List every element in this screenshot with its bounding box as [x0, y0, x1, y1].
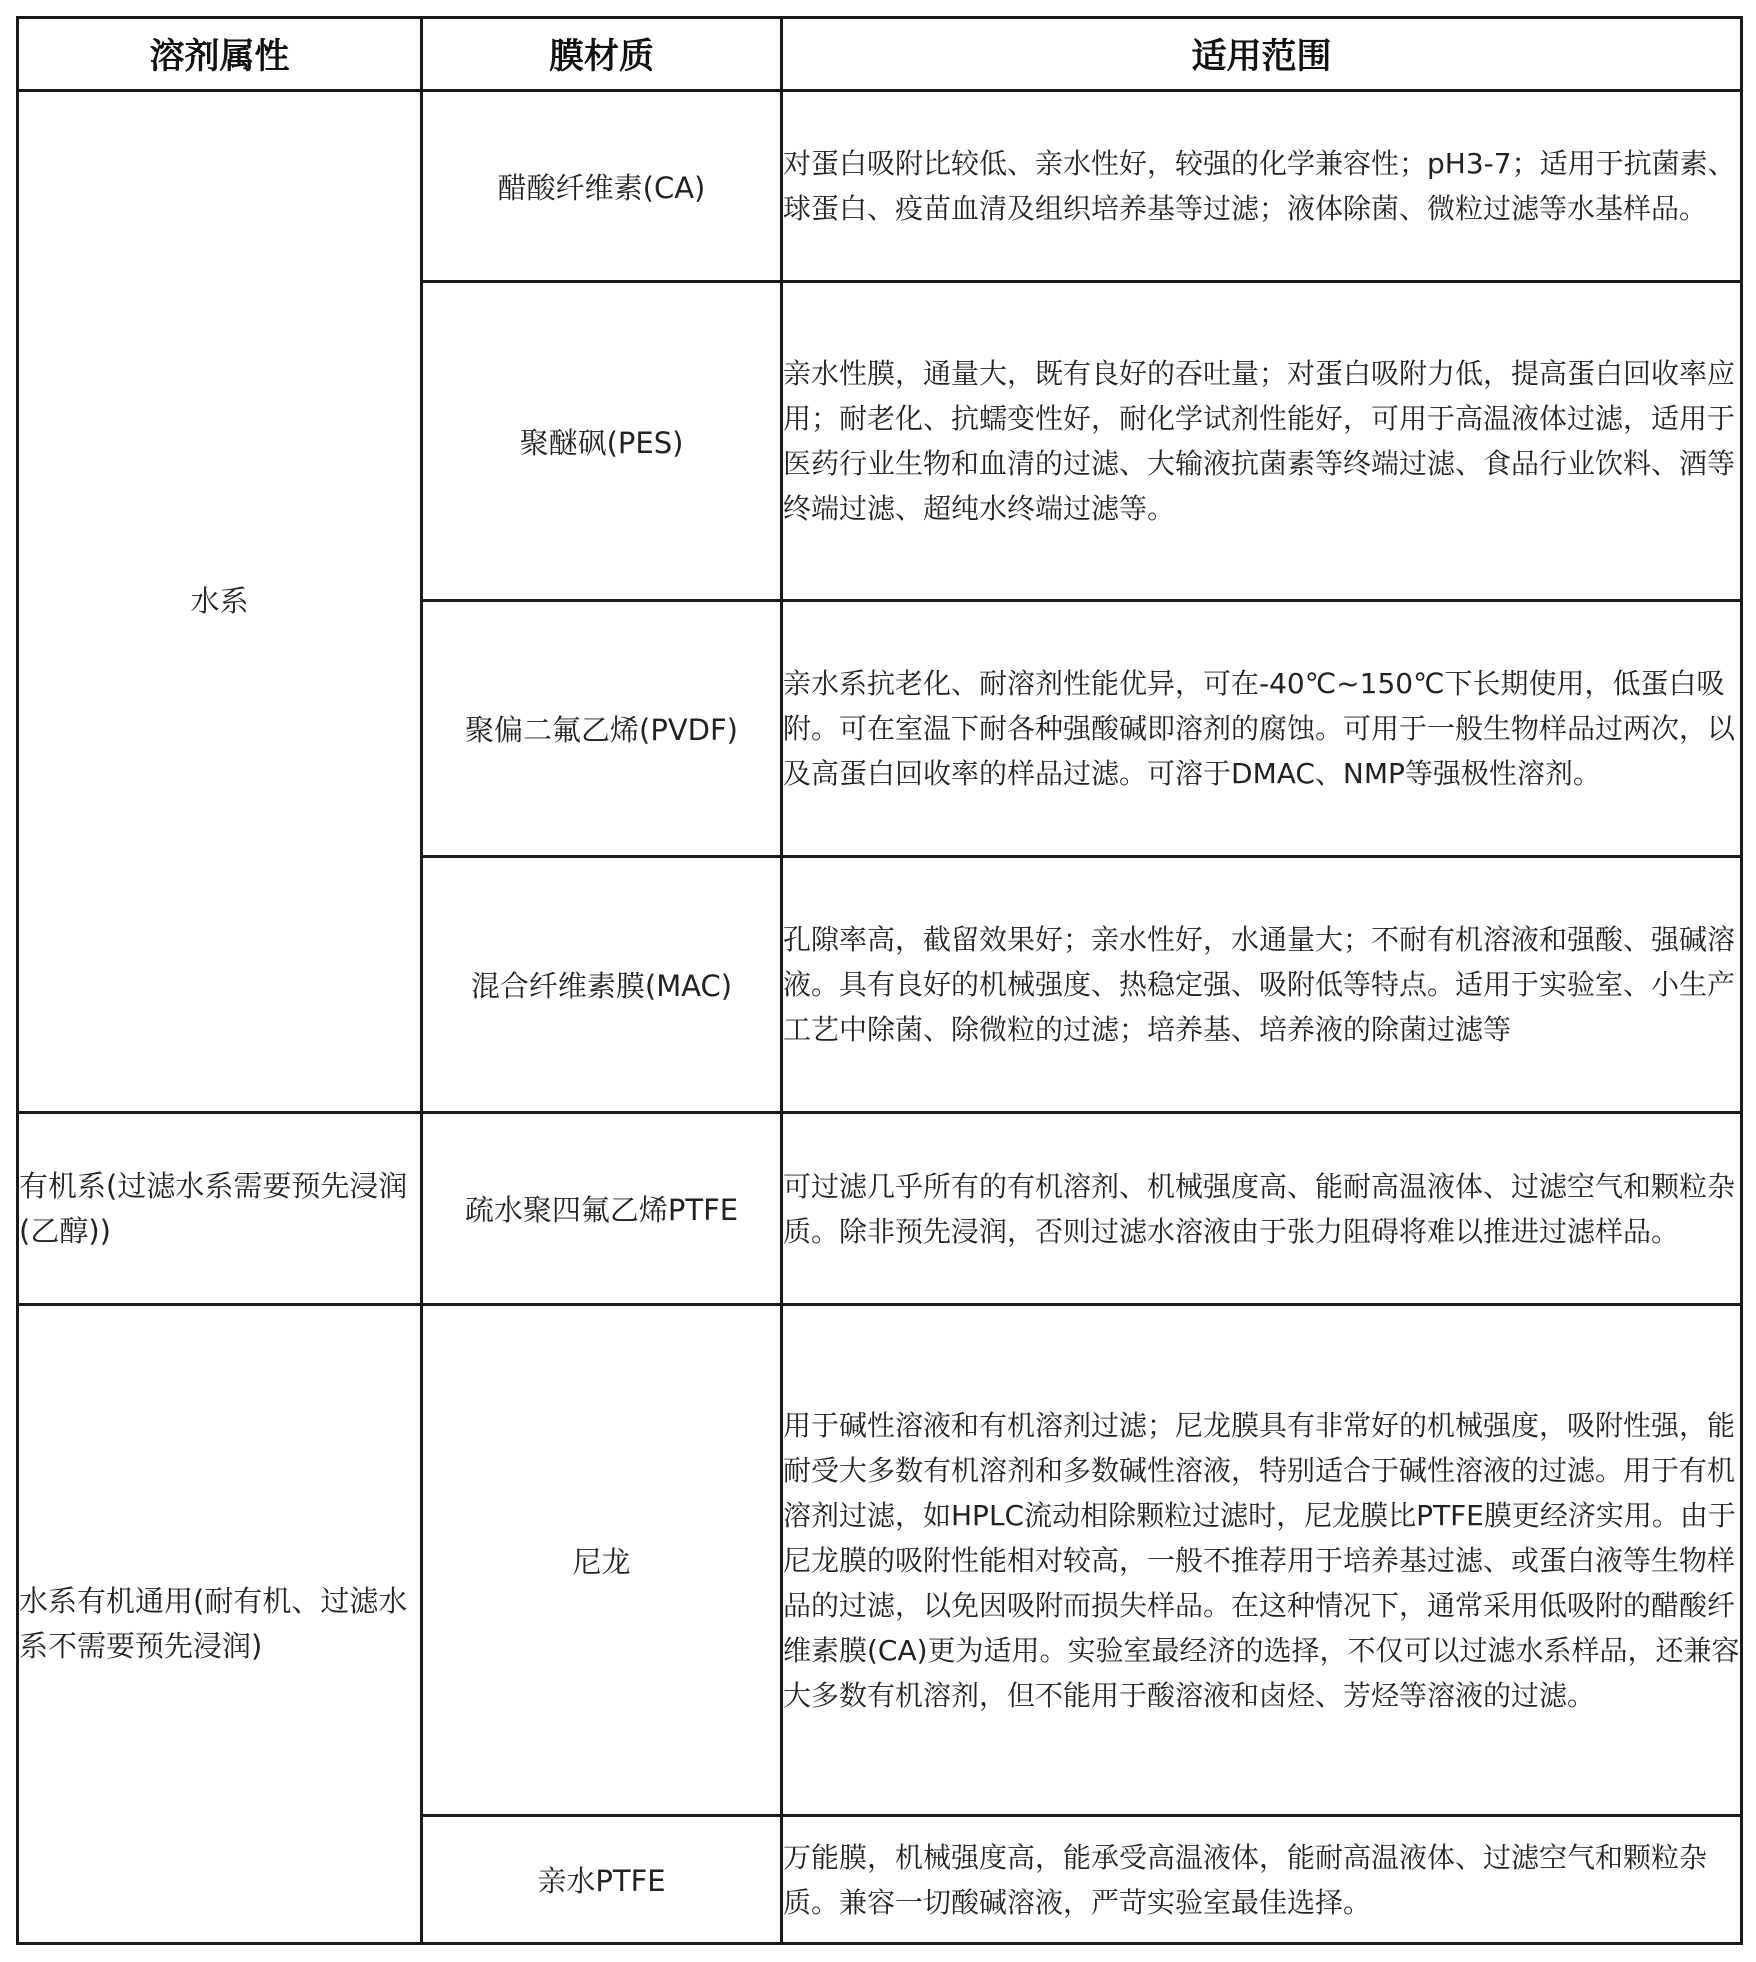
membrane-material: 醋酸纤维素(CA)	[422, 91, 782, 282]
application-description	[782, 857, 1742, 1113]
description-text: 亲水系抗老化、耐溶剂性能优异，可在-40℃~150℃下长期使用，低蛋白吸附。可在室温下耐各种强酸碱即溶剂的腐蚀。可用于一般生物样品过两次，以及高蛋白回收率的样品过滤。可溶于DMAC、NMP等强极性溶剂。	[783, 667, 1736, 790]
table-row	[18, 91, 1742, 282]
group-aqueous: 水系	[18, 91, 422, 1113]
table-header-row	[18, 18, 1742, 91]
membrane-material: 聚偏二氟乙烯(PVDF)	[422, 601, 782, 857]
header-membrane-material: 膜材质	[422, 18, 782, 91]
group-organic: 有机系(过滤水系需要预先浸润(乙醇))	[18, 1113, 422, 1305]
table-row	[18, 1305, 1742, 1816]
application-description	[782, 1816, 1742, 1944]
header-application-range: 适用范围	[782, 18, 1742, 91]
membrane-material: 聚醚砜(PES)	[422, 282, 782, 601]
membrane-material: 亲水PTFE	[422, 1816, 782, 1944]
description-text: 孔隙率高，截留效果好；亲水性好，水通量大；不耐有机溶液和强酸、强碱溶液。具有良好的机械强度、热稳定强、吸附低等特点。适用于实验室、小生产工艺中除菌、除微粒的过滤；培养基、培养液的除菌过滤等	[783, 923, 1736, 1046]
application-description	[782, 91, 1742, 282]
membrane-material: 混合纤维素膜(MAC)	[422, 857, 782, 1113]
membrane-material: 疏水聚四氟乙烯PTFE	[422, 1113, 782, 1305]
description-text: 亲水性膜，通量大，既有良好的吞吐量；对蛋白吸附力低，提高蛋白回收率应用；耐老化、抗蠕变性好，耐化学试剂性能好，可用于高温液体过滤，适用于医药行业生物和血清的过滤、大输液抗菌素等终端过滤、食品行业饮料、酒等终端过滤、超纯水终端过滤等。	[783, 357, 1736, 525]
description-text: 万能膜，机械强度高，能承受高温液体，能耐高温液体、过滤空气和颗粒杂质。兼容一切酸碱溶液，严苛实验室最佳选择。	[783, 1840, 1708, 1919]
description-text: 用于碱性溶液和有机溶剂过滤；尼龙膜具有非常好的机械强度，吸附性强，能耐受大多数有机溶剂和多数碱性溶液，特别适合于碱性溶液的过滤。用于有机溶剂过滤，如HPLC流动相除颗粒过滤时，尼龙膜比PTFE膜更经济实用。由于尼龙膜的吸附性能相对较高，一般不推荐用于培养基过滤、或蛋白液等生物样品的过滤，以免因吸附而损失样品。在这种情况下，通常采用低吸附的醋酸纤维素膜(CA)更为适用。实验室最经济的选择，不仅可以过滤水系样品，还兼容大多数有机溶剂，但不能用于酸溶液和卤烃、芳烃等溶液的过滤。	[783, 1408, 1740, 1712]
membrane-filter-table	[16, 16, 1743, 1945]
description-text: 对蛋白吸附比较低、亲水性好，较强的化学兼容性；pH3-7；适用于抗菌素、球蛋白、疫苗血清及组织培养基等过滤；液体除菌、微粒过滤等水基样品。	[783, 147, 1736, 225]
description-text: 可过滤几乎所有的有机溶剂、机械强度高、能耐高温液体、过滤空气和颗粒杂质。除非预先浸润，否则过滤水溶液由于张力阻碍将难以推进过滤样品。	[783, 1169, 1736, 1248]
application-description	[782, 1113, 1742, 1305]
membrane-material: 尼龙	[422, 1305, 782, 1816]
table-row	[18, 1113, 1742, 1305]
group-universal: 水系有机通用(耐有机、过滤水系不需要预先浸润)	[18, 1305, 422, 1944]
application-description	[782, 1305, 1742, 1816]
application-description	[782, 601, 1742, 857]
header-solvent-attribute: 溶剂属性	[18, 18, 422, 91]
application-description	[782, 282, 1742, 601]
